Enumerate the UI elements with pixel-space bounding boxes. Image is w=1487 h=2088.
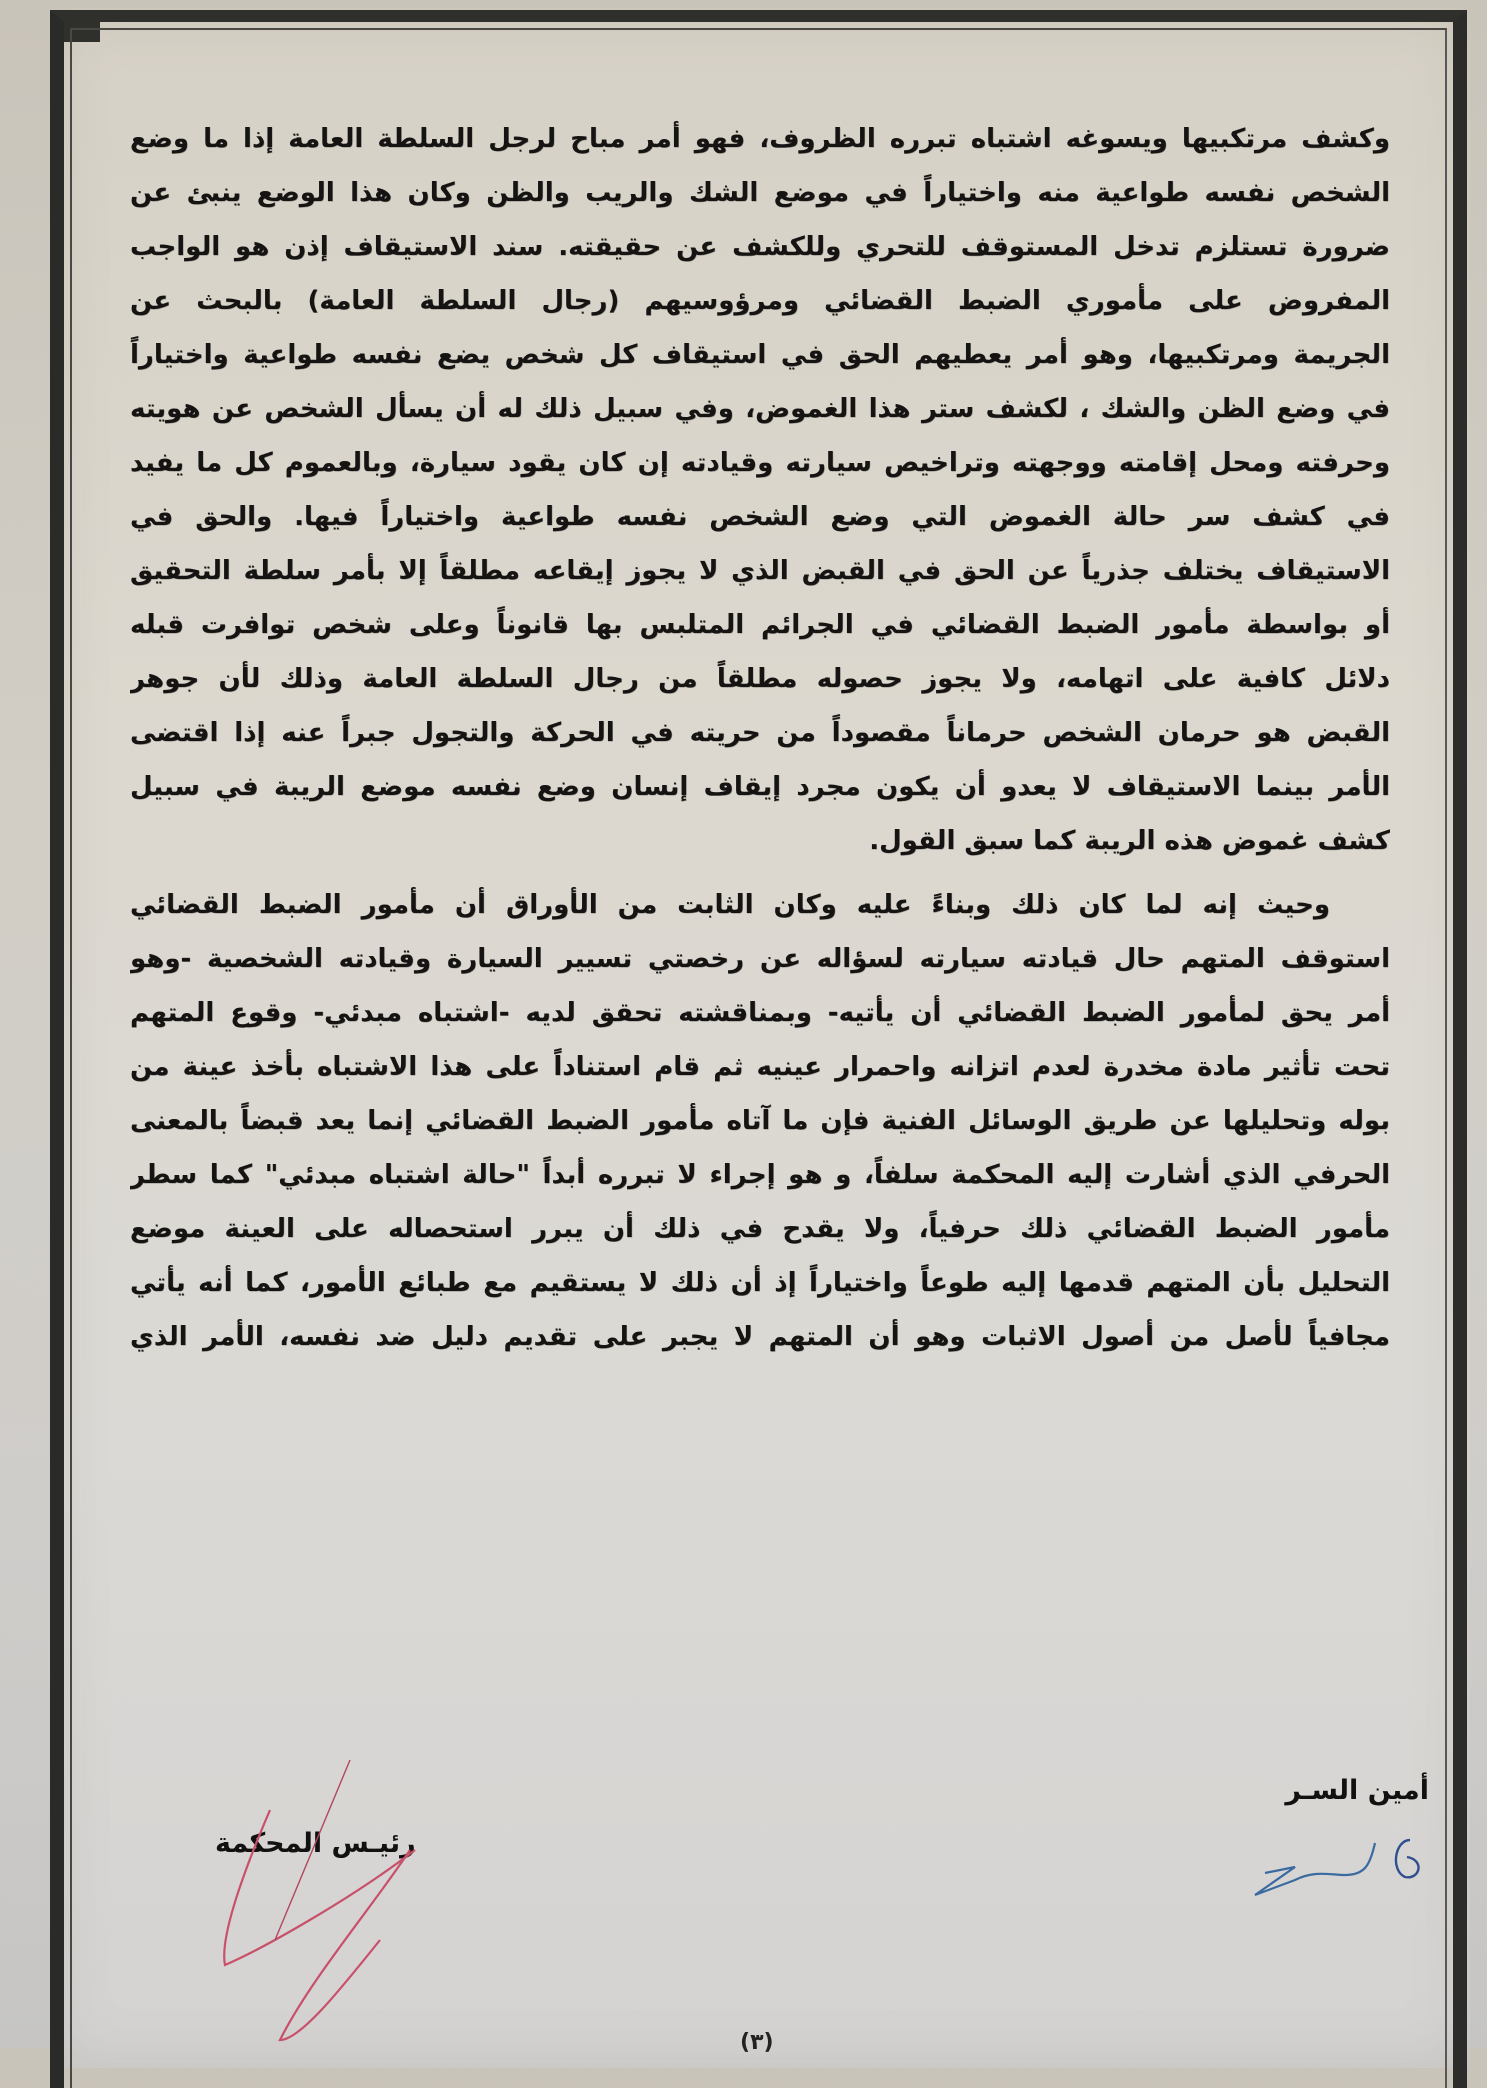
text-line: الاستيقاف يختلف جذرياً عن الحق في القبض الذي لا يجوز إيقاعه مطلقاً إلا بأمر سلطة التحقيق [130, 556, 1390, 586]
text-line: مأمور الضبط القضائي ذلك حرفياً، ولا يقدح في ذلك أن يبرر استحصاله على العينة موضع [130, 1214, 1390, 1244]
text-line: أو بواسطة مأمور الضبط القضائي في الجرائم المتلبس بها قانوناً وعلى شخص توافرت قبله [130, 610, 1390, 640]
text-line: الشخص نفسه طواعية منه واختياراً في موضع الشك والريب والظن وكان هذا الوضع ينبئ عن [130, 178, 1390, 208]
court-president-signature-label: رئيـس المحكمة [215, 1828, 416, 1859]
text-line: التحليل بأن المتهم قدمها إليه طوعاً واختياراً إذ أن ذلك لا يستقيم مع طبائع الأمور، كما أنه يأتي [130, 1268, 1390, 1298]
ruling-body [130, 112, 1390, 1364]
text-line: في وضع الظن والشك ، لكشف ستر هذا الغموض، وفي سبيل ذلك له أن يسأل الشخص عن هويته [130, 394, 1390, 424]
text-line: الحرفي الذي أشارت إليه المحكمة سلفاً، و هو إجراء لا تبرره أبداً "حالة اشتباه مبدئي" كما سطر [130, 1160, 1390, 1190]
text-line: وحرفته ومحل إقامته ووجهته وتراخيص سيارته وقيادته إن كان يقود سيارة، وبالعموم كل ما يفيد [130, 448, 1390, 478]
text-line: القبض هو حرمان الشخص حرماناً مقصوداً من حريته في الحركة والتجول جبراً عنه إذا اقتضى [130, 718, 1390, 748]
text-line: استوقف المتهم حال قيادته سيارته لسؤاله عن رخصتي تسيير السيارة وقيادته الشخصية -وهو [130, 944, 1390, 974]
page-number: (٣) [740, 2030, 774, 2055]
text-line: وحيث إنه لما كان ذلك وبناءً عليه وكان الثابت من الأوراق أن مأمور الضبط القضائي [130, 890, 1330, 920]
clerk-signature-label: أمين السـر [1285, 1775, 1429, 1806]
text-line: تحت تأثير مادة مخدرة لعدم اتزانه واحمرار عينيه ثم قام استناداً على هذا الاشتباه بأخذ عينة من [130, 1052, 1390, 1082]
text-line: أمر يحق لمأمور الضبط القضائي أن يأتيه- وبمناقشته تحقق لديه -اشتباه مبدئي- وقوع المتهم [130, 998, 1390, 1028]
text-line: ضرورة تستلزم تدخل المستوقف للتحري وللكشف عن حقيقته. سند الاستيقاف إذن هو الواجب [130, 232, 1390, 262]
text-line: وكشف مرتكبيها ويسوغه اشتباه تبرره الظروف، فهو أمر مباح لرجل السلطة العامة إذا ما وضع [130, 124, 1390, 154]
text-line: مجافياً لأصل من أصول الاثبات وهو أن المتهم لا يجبر على تقديم دليل ضد نفسه، الأمر الذي [130, 1322, 1390, 1352]
text-line: الجريمة ومرتكبيها، وهو أمر يعطيهم الحق في استيقاف كل شخص يضع نفسه طواعية واختياراً [130, 340, 1390, 370]
text-line: بوله وتحليلها عن طريق الوسائل الفنية فإن ما آتاه مأمور الضبط القضائي إنما يعد قبضاً بالمعنى [130, 1106, 1390, 1136]
text-line: كشف غموض هذه الريبة كما سبق القول. [869, 826, 1390, 856]
text-line: دلائل كافية على اتهامه، ولا يجوز حصوله مطلقاً من رجال السلطة العامة وذلك لأن جوهر [130, 664, 1390, 694]
text-line: المفروض على مأموري الضبط القضائي ومرؤوسيهم (رجال السلطة العامة) بالبحث عن [130, 286, 1390, 316]
text-line: في كشف سر حالة الغموض التي وضع الشخص نفسه طواعية واختياراً فيها. والحق في [130, 502, 1390, 532]
text-line: الأمر بينما الاستيقاف لا يعدو أن يكون مجرد إيقاف إنسان وضع نفسه موضع الريبة في سبيل [130, 772, 1390, 802]
paragraph-1 [130, 112, 1390, 868]
paragraph-2 [130, 878, 1390, 1364]
